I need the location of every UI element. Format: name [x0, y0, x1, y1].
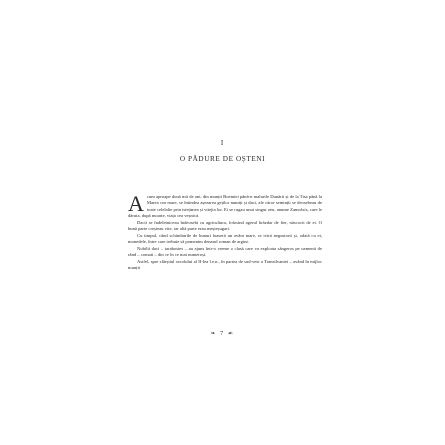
- paragraph-text: cum aproape două mii de ani, din munții Boemiei până-n malurile Dunării și de la Tisa până la Marea cea mare, se întindea așezarea geților numiți și daci, ale căror seminții se deosebeau de toate celelalte prin istețimea și vitejia lor. Ei se rugau unui singur zeu, anume Zamolxis, care le dăruia, după moarte, viața cea veșnică.: [128, 194, 322, 219]
- page-footer: [0, 330, 445, 337]
- paragraph: Cu timpul, când schimburile de bunuri luaseră un avânt mare, se ivirá negustorii și, odată cu ei, monedele, între care trebuie să pomenim denarul roman de argint.: [128, 232, 322, 245]
- drop-cap: A: [128, 191, 144, 216]
- paragraph: Dacii se îndeletniceau îndeosebi cu agricultura, folosind agerul brăzdar de fier, născocit de ei. O bună parte creșteau vite, iar altă parte erau meșteșugari.: [128, 219, 322, 232]
- ornament-left-icon: ❧: [210, 331, 218, 337]
- paragraph: Astfel, spre sfârșitul secolului al II-lea î.e.n., în partea de sud-vest a Transilvaniei – având în mijloc munții: [128, 258, 322, 270]
- chapter-title: O PĂDURE DE OȘTENI: [179, 155, 266, 163]
- paragraph: [128, 191, 322, 220]
- chapter-body: [128, 191, 322, 271]
- chapter-number: I: [220, 139, 225, 147]
- page-number: 7: [220, 331, 225, 337]
- ornament-right-icon: ☙: [227, 331, 235, 337]
- paragraph: Nobilii daci – tarabostes – au ajuns într-o vreme o clasă care va exploata sângeros pe oamenii de rând – comati – din ce în ce mai numeroși.: [128, 245, 322, 258]
